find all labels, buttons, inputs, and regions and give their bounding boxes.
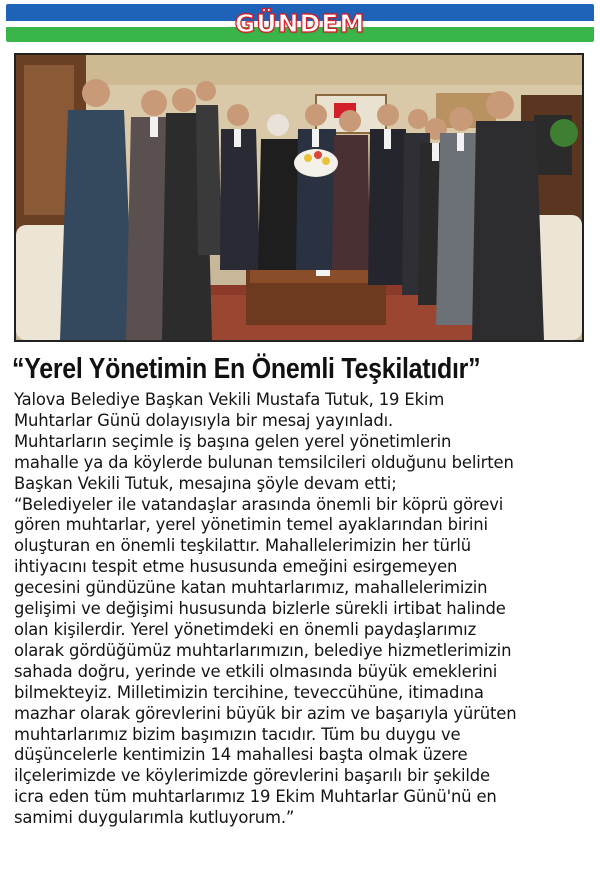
body-line: gören muhtarlar, yerel yönetimin temel ayaklarından birini	[14, 515, 488, 535]
body-line: ihtiyacını tespit etme hususunda emeğini esirgemeyen	[14, 557, 458, 577]
body-line: mazhar olarak görevlerini büyük bir azim ve başarıyla yürüten	[14, 703, 517, 723]
body-line: Muhtarlar Günü dolayısıyla bir mesaj yayınladı.	[14, 410, 394, 430]
body-line: oluşturan en önemli teşkilattır. Mahallelerimizin her türlü	[14, 536, 472, 556]
paragraph-1	[14, 390, 588, 432]
body-line: sahada doğru, yerinde ve etkili olmasında büyük emeklerini	[14, 661, 498, 681]
article-headline: “Yerel Yönetimin En Önemli Teşkilatıdır”	[12, 353, 481, 385]
body-line: mahalle ya da köylerde bulunan temsilcileri olduğunu belirten	[14, 452, 514, 472]
article-body	[14, 390, 588, 829]
body-line: düşüncelerle kentimizin 14 mahallesi başta olmak üzere	[14, 745, 468, 765]
body-line: olan kişilerdir. Yerel yönetimdeki en önemli paydaşlarımız	[14, 619, 477, 639]
paragraph-2	[14, 432, 588, 495]
body-line: “Belediyeler ile vatandaşlar arasında önemli bir köprü görevi	[14, 494, 504, 514]
article-photo	[14, 53, 584, 342]
body-line: Muhtarların seçimle iş başına gelen yerel yönetimlerin	[14, 431, 452, 451]
section-banner	[6, 4, 594, 42]
body-line: gecesini gündüzüne katan muhtarlarımız, mahallelerimizin	[14, 578, 488, 598]
body-line: muhtarlarımız bizim başımızın tacıdır. Tüm bu duygu ve	[14, 724, 461, 744]
body-line: Yalova Belediye Başkan Vekili Mustafa Tutuk, 19 Ekim	[14, 390, 445, 409]
body-line: gelişimi ve değişimi hususunda bizlerle sürekli irtibat halinde	[14, 599, 506, 619]
photo-illustration	[16, 55, 582, 340]
body-line: Başkan Vekili Tutuk, mesajına şöyle devam etti;	[14, 473, 397, 493]
body-line: samimi duygularımla kutluyorum.”	[14, 808, 295, 828]
body-line: ilçelerimizde ve köylerimizde görevlerini başarılı bir şekilde	[14, 766, 490, 786]
body-line: bilmekteyiz. Milletimizin tercihine, teveccühüne, itimadına	[14, 682, 484, 702]
section-title: GÜNDEM	[234, 9, 366, 38]
paragraph-3	[14, 495, 588, 830]
body-line: icra eden tüm muhtarlarımız 19 Ekim Muhtarlar Günü'nü en	[14, 787, 497, 807]
body-line: olarak gördüğümüz muhtarlarımızın, belediye hizmetlerimizin	[14, 640, 512, 660]
